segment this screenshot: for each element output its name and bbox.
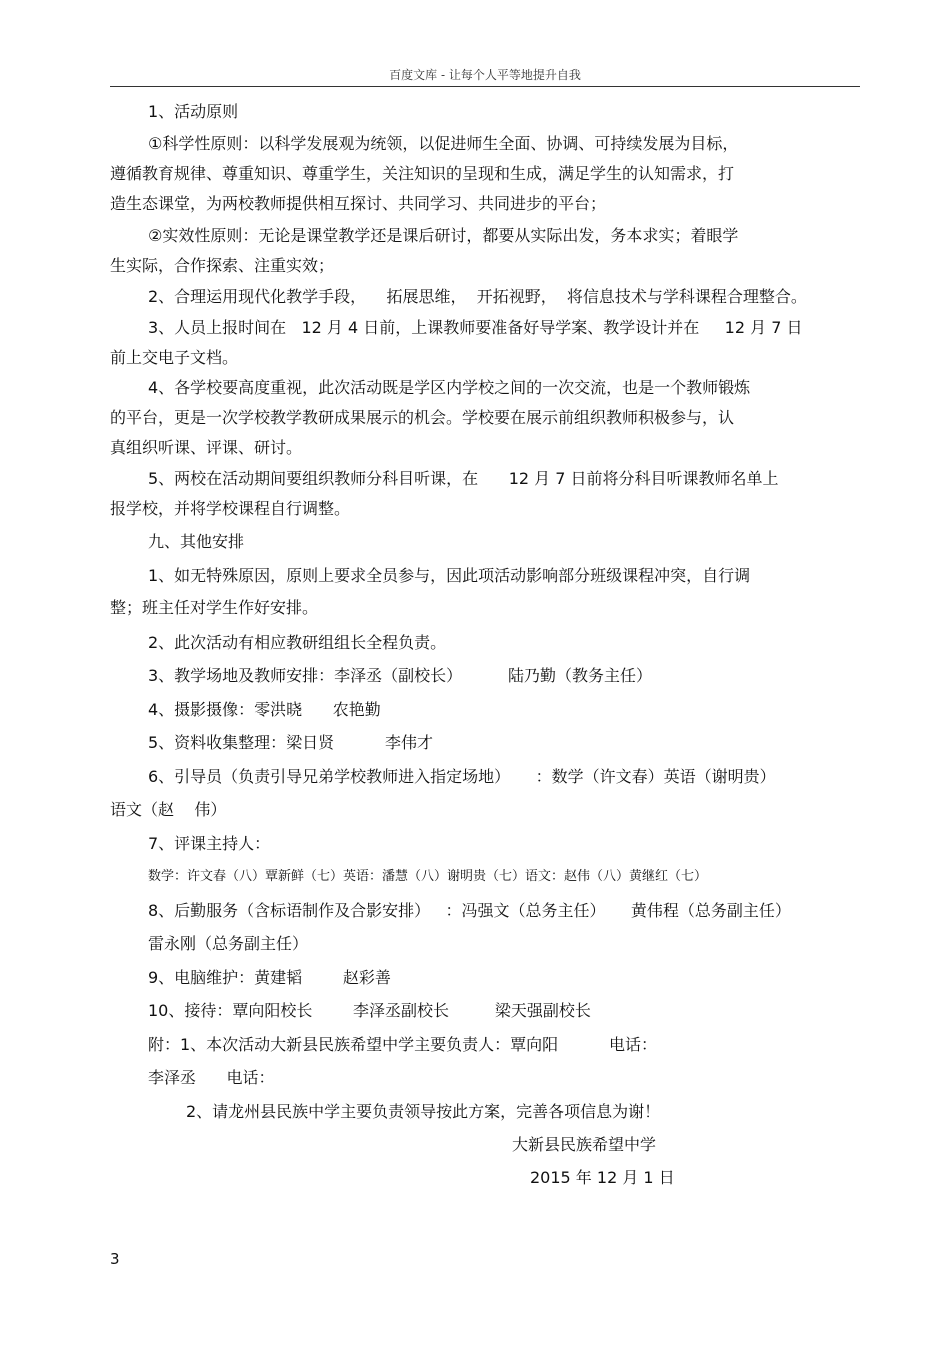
text-line: 7、评课主持人： <box>148 834 271 853</box>
text-line: 5、两校在活动期间要组织教师分科目听课，在 12 月 7 日前将分科目听课教师名单上 <box>148 469 779 488</box>
text-line: 3、人员上报时间在 12 月 4 日前，上课教师要准备好导学案、教学设计并在 12 月 7 日 <box>148 318 803 337</box>
text-line: 前上交电子文档。 <box>110 348 239 367</box>
text-line: 4、摄影摄像：零洪晓 农艳勤 <box>148 700 381 719</box>
text-line: 4、各学校要高度重视，此次活动既是学区内学校之间的一次交流，也是一个教师锻炼 <box>148 378 751 397</box>
text-line: 1、活动原则 <box>148 102 239 121</box>
text-line: ①科学性原则：以科学发展观为统领，以促进师生全面、协调、可持续发展为目标， <box>148 134 739 153</box>
text-line: ②实效性原则：无论是课堂教学还是课后研讨，都要从实际出发，务本求实；着眼学 <box>148 226 739 245</box>
text-line: 大新县民族希望中学 <box>512 1135 657 1154</box>
text-line: 李泽丞 电话： <box>148 1068 275 1087</box>
text-line: 遵循教育规律、尊重知识、尊重学生，关注知识的呈现和生成，满足学生的认知需求，打 <box>110 164 735 183</box>
text-line: 语文（赵 伟） <box>110 800 227 819</box>
header-divider <box>110 86 860 87</box>
text-line: 造生态课堂，为两校教师提供相互探讨、共同学习、共同进步的平台； <box>110 194 607 213</box>
text-line: 2、合理运用现代化教学手段， 拓展思维， 开拓视野， 将信息技术与学科课程合理整合。 <box>148 287 807 306</box>
text-line: 2、请龙州县民族中学主要负责领导按此方案，完善各项信息为谢！ <box>186 1102 661 1121</box>
text-line: 生实际，合作探索、注重实效； <box>110 256 335 275</box>
text-line: 九、其他安排 <box>148 532 245 551</box>
text-line: 的平台，更是一次学校教学教研成果展示的机会。学校要在展示前组织教师积极参与，认 <box>110 408 735 427</box>
text-line: 雷永刚（总务副主任） <box>148 934 309 953</box>
text-line: 6、引导员（负责引导兄弟学校教师进入指定场地） ：数学（许文春）英语（谢明贵） <box>148 767 776 786</box>
text-line: 数学：许文春（八）覃新鲜（七）英语：潘慧（八）谢明贵（七）语文：赵伟（八）黄继红（七） <box>148 869 708 884</box>
text-line: 整；班主任对学生作好安排。 <box>110 598 319 617</box>
text-line: 1、如无特殊原因，原则上要求全员参与，因此项活动影响部分班级课程冲突，自行调 <box>148 566 751 585</box>
text-line: 报学校，并将学校课程自行调整。 <box>110 499 351 518</box>
text-line: 8、后勤服务（含标语制作及合影安排） ：冯强文（总务主任） 黄伟程（总务副主任） <box>148 901 791 920</box>
text-line: 附：1、本次活动大新县民族希望中学主要负责人：覃向阳 电话： <box>148 1035 658 1054</box>
text-line: 9、电脑维护：黄建韬 赵彩善 <box>148 968 391 987</box>
text-line: 2015 年 12 月 1 日 <box>530 1168 675 1187</box>
text-line: 2、此次活动有相应教研组组长全程负责。 <box>148 633 447 652</box>
text-line: 5、资料收集整理：梁日贤 李伟才 <box>148 733 434 752</box>
text-line: 3、教学场地及教师安排：李泽丞（副校长） 陆乃勤（教务主任） <box>148 666 652 685</box>
text-line: 10、接待：覃向阳校长 李泽丞副校长 梁天强副校长 <box>148 1001 591 1020</box>
page-number: 3 <box>110 1250 120 1268</box>
page-header: 百度文库 - 让每个人平等地提升自我 <box>389 68 581 82</box>
text-line: 真组织听课、评课、研讨。 <box>110 438 303 457</box>
